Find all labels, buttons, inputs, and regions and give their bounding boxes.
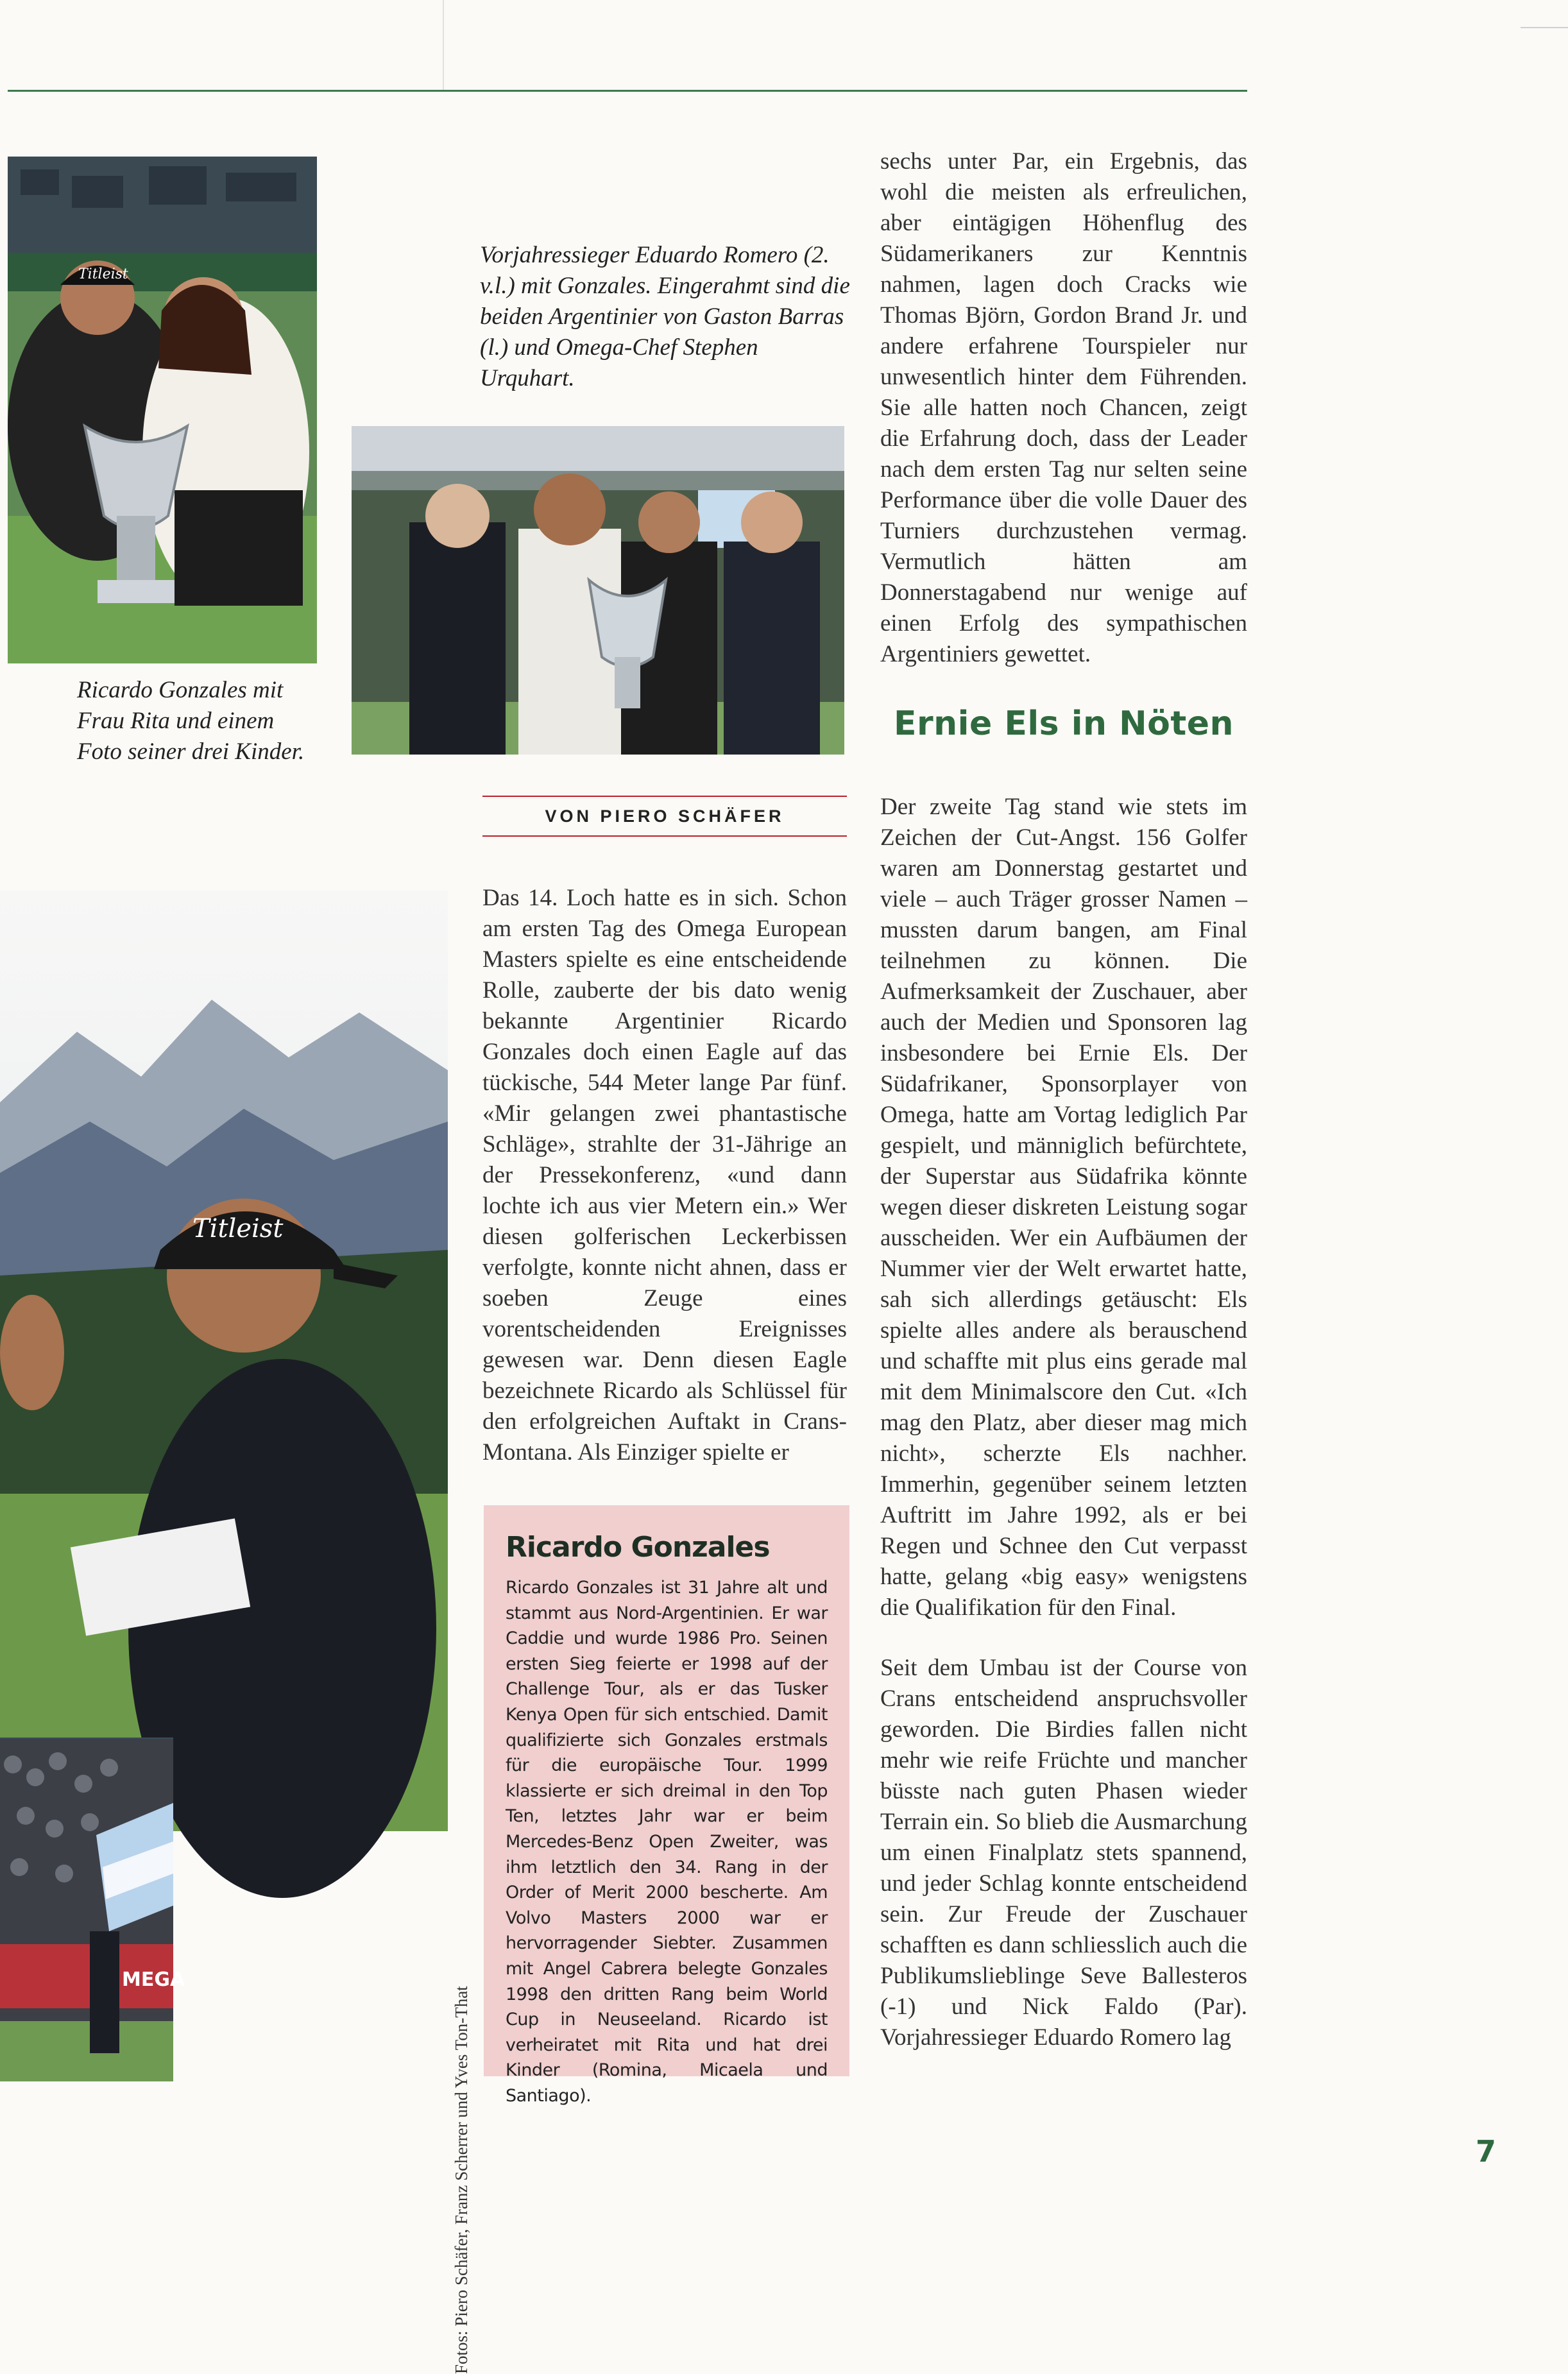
article-paragraph: sechs unter Par, ein Ergebnis, das wohl die meisten als erfreulichen, aber eintägigen Höhenflug des Südamerikaners zur Kenntnis nahmen, lagen doch Cracks wie Thomas Björn, Gordon Brand Jr. und andere erfahrene Tourspieler nur unwesentlich hinter dem Führenden. Sie alle hatten noch Chancen, zeigt die Erfahrung doch, dass der Leader nach dem ersten Tag nur selten seine Performance über die volle Dauer des Turniers durchzustehen vermag. Vermutlich hätten am Donnerstagabend nur wenige auf einen Erfolg des sympathischen Argentiniers gewettet. xyxy=(880,148,1247,667)
page-corner-mark xyxy=(0,0,444,90)
article-column-right-top xyxy=(880,146,1247,699)
top-green-rule xyxy=(8,90,1247,92)
article-column-right-bottom xyxy=(880,792,1247,2083)
photo-gonzales-thumbs-up xyxy=(0,891,448,1831)
infobox-title: Ricardo Gonzales xyxy=(506,1531,770,1564)
page-number: 7 xyxy=(1476,2134,1497,2169)
section-heading: Ernie Els in Nöten xyxy=(893,705,1234,743)
caption-family: Ricardo Gonzales mit Frau Rita und einem Foto seiner drei Kinder. xyxy=(77,677,305,765)
infobox-text: Ricardo Gonzales ist 31 Jahre alt und stammt aus Nord-Argentinien. Er war Caddie und wurde 1986 Pro. Seinen ersten Sieg feierte er 1998 auf der Challenge Tour, als er das Tusker Kenya Open für sich entschied. Damit qualifizierte sich Gonzales erstmals für die europäische Tour. 1999 klassierte er sich dreimal in den Top Ten, letztes Jahr war er beim Mercedes-Benz Open Zweiter, was ihm letztlich den 34. Rang in der Order of Merit 2000 bescherte. Am Volvo Masters 2000 war er hervorragender Siebter. Zusammen mit Angel Cabrera belegte Gonzales 1998 den dritten Rang beim World Cup in Neuseeland. Ricardo ist verheiratet mit Rita und hat drei Kinder (Romina, Micaela und Santiago). xyxy=(506,1578,828,2106)
photo-gonzales-trophy xyxy=(8,157,317,663)
cap-logo-text-2: Titleist xyxy=(192,1214,284,1243)
caption-romero: Vorjahressieger Eduardo Romero (2. v.l.) mit Gonzales. Eingerahmt sind die beiden Argentinier von Gaston Barras (l.) und Omega-Chef Stephen Urquhart. xyxy=(480,242,850,391)
byline: VON PIERO SCHÄFER xyxy=(482,796,847,837)
photo-romero-group xyxy=(352,426,844,755)
article-column-middle xyxy=(482,883,847,1498)
page-corner-tick xyxy=(1521,27,1568,28)
article-paragraph: Das 14. Loch hatte es in sich. Schon am ersten Tag des Omega European Masters spielte es eine entscheidende Rolle, zauberte der bis dato wenig bekannte Argentinier Ricardo Gonzales doch einen Eagle auf das tückische, 544 Meter lange Par fünf. «Mir gelangen zwei phantastische Schläge», strahlte der 31-Jährige an der Pressekonferenz, «und dann lochte ich aus vier Metern ein.» Wer diesen golferischen Leckerbissen verfolgte, konnte nicht ahnen, dass er soeben Zeuge eines vorentscheidenden Ereignisses gewesen war. Denn diesen Eagle bezeichnete Ricardo als Schlüssel für den erfolgreichen Auftakt in Crans-Montana. Als Einziger spielte er xyxy=(482,885,847,1465)
photo-crowd-flag xyxy=(0,1739,185,2081)
banner-text: MEGA xyxy=(122,1968,185,1991)
infobox-profile xyxy=(484,1505,849,2106)
article-paragraph: Der zweite Tag stand wie stets im Zeichen der Cut-Angst. 156 Golfer waren am Donnerstag gestartet und viele – auch Träger grosser Namen – mussten darum bangen, am Final teilnehmen zu können. Die Aufmerksamkeit der Zuschauer, aber auch der Medien und Sponsoren lag insbesondere bei Ernie Els. Der Südafrikaner, Sponsorplayer von Omega, hatte am Vortag lediglich Par gespielt, und männiglich befürchtete, der Superstar aus Südafrika könnte wegen dieser diskreten Leistung sogar ausscheiden. Wer ein Aufbäumen der Nummer vier der Welt erwartet hatte, sah sich allerdings getäuscht: Els spielte alles andere als berauschend und schaffte mit plus eins gerade mal mit dem Minimalscore den Cut. «Ich mag den Platz, aber dieser mag mich nicht», scherzte Els nachher. Immerhin, gegenüber seinem letzten Auftritt im Jahre 1992, als er bei Regen und Schnee den Cut verpasst hatte, gelang «big easy» wenigstens die Qualifikation für den Final. xyxy=(880,794,1247,1621)
cap-logo-text-1: Titleist xyxy=(78,266,128,282)
article-paragraph: Seit dem Umbau ist der Course von Crans entscheidend anspruchsvoller geworden. Die Birdies fallen nicht mehr wie reife Früchte und mancher büsste nach guten Phasen wieder Terrain ein. So blieb die Ausmarchung um einen Finalplatz stets spannend, und jeder Schlag konnte entscheidend sein. Zur Freude der Zuschauer schafften es dann schliesslich auch die Publikumslieblinge Seve Ballesteros (-1) und Nick Faldo (Par). Vorjahressieger Eduardo Romero lag xyxy=(880,1655,1247,2051)
photo-credit: Fotos: Piero Schäfer, Franz Scherrer und Yves Ton-That xyxy=(452,1986,471,2374)
